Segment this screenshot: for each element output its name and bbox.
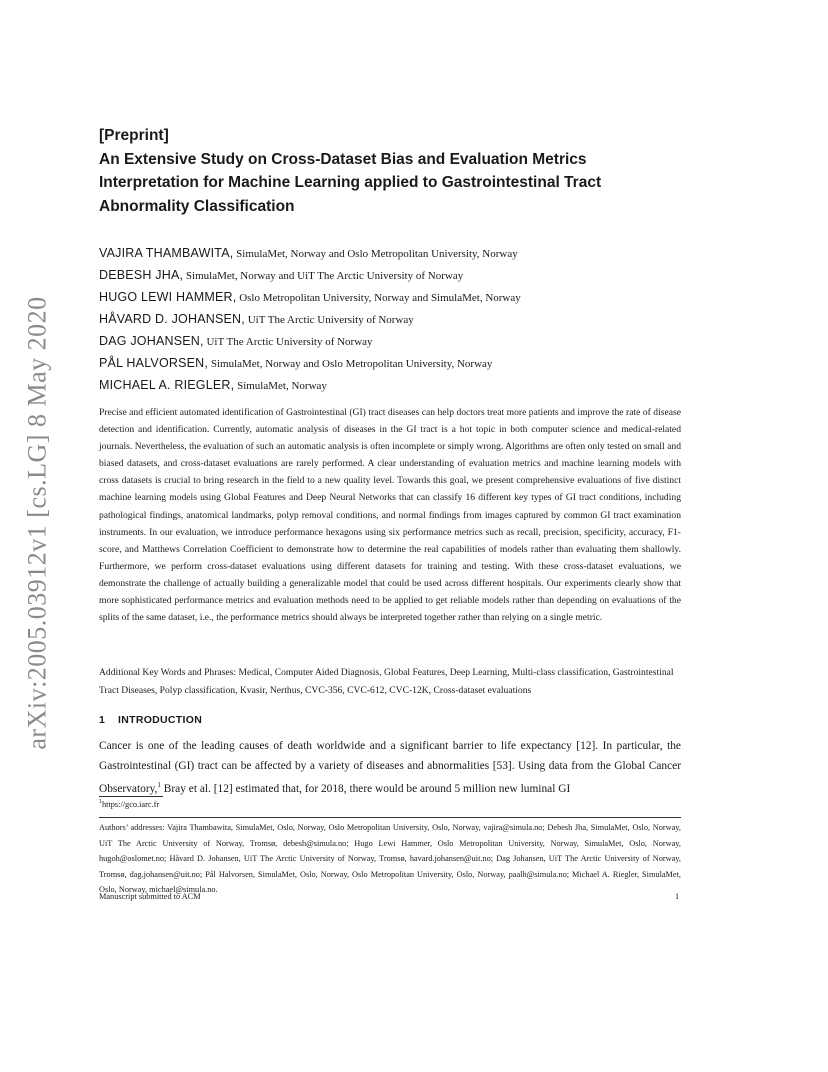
author-affiliation: SimulaMet, Norway [234,380,327,392]
author-name: PÅL HALVORSEN, [99,356,209,370]
footnote-link[interactable]: https://gco.iarc.fr [102,799,160,809]
intro-text: Bray et al. [12] estimated that, for 2018, there would be around 5 million new luminal GI [160,782,571,795]
footnote-marker: 1 [157,781,161,789]
author-name: HUGO LEWI HAMMER, [99,290,237,304]
author-addresses: Authors’ addresses: Vajira Thambawita, SimulaMet, Oslo, Norway, Oslo Metropolitan University, Oslo, Norway, vajira@simula.no; Debesh Jha, SimulaMet, Oslo, Norway, UiT The Arctic University of Norway, Tromsø, debesh@simula.no; Hugo Lewi Hammer, Oslo Metropolitan University, Norway, SimulaMet, Oslo, Norway, hugoh@oslomet.no; Håvard D. Johansen, UiT The Arctic University of Norway, Tromsø, havard.johansen@uit.no; Dag Johansen, UiT The Arctic University of Norway, Tromsø, dag.johansen@uit.no; Pål Halvorsen, SimulaMet, Oslo, Norway, Oslo Metropolitan University, Oslo, Norway, paalh@simula.no; Michael A. Riegler, SimulaMet, Oslo, Norway, michael@simula.no. [99,823,681,894]
author-name: DEBESH JHA, [99,268,184,282]
author-name: VAJIRA THAMBAWITA, [99,246,234,260]
title-line: An Extensive Study on Cross-Dataset Bias and Evaluation Metrics [99,150,587,168]
author-affiliation: SimulaMet, Norway and Oslo Metropolitan University, Norway [233,248,518,260]
author-entry [99,264,699,286]
title-line: [Preprint] [99,127,169,144]
abstract: Precise and efficient automated identification of Gastrointestinal (GI) tract diseases can help doctors treat more patients and improve the rate of disease detection and identification. Currently, automatic analysis of diseases in the GI tract is a hot topic in both computer science and medical-related journals. Nevertheless, the evaluation of such an automatic analysis is often incomplete or simply wrong. Algorithms are often only tested on small and biased datasets, and cross-dataset evaluations are rarely performed. A clear understanding of evaluation metrics and machine learning models with cross datasets is crucial to bring research in the field to a new quality level. Towards this goal, we present comprehensive evaluations of five distinct machine learning models using Global Features and Deep Neural Networks that can classify 16 different key types of GI tract conditions, including pathological findings, anatomical landmarks, polyp removal conditions, and normal findings from images captured by common GI tract examination instruments. In our evaluation, we introduce performance hexagons using six performance metrics such as recall, precision, specificity, accuracy, F1-score, and Matthews Correlation Coefficient to demonstrate how to determine the real capabilities of models rather than evaluating them shallowly. Furthermore, we perform cross-dataset evaluations using different datasets for training and testing. With these cross-dataset evaluations, we demonstrate the challenge of actually building a generalizable model that could be used across different hospitals. Our experiments clearly show that more sophisticated performance metrics and evaluation methods need to be applied to get reliable models rather than depending on evaluations of the splits of the same dataset, i.e., the performance metrics should always be interpreted together rather than relying on a single metric. [99,407,681,624]
author-entry [99,352,699,374]
manuscript-note: Manuscript submitted to ACM [99,892,201,901]
section-title: INTRODUCTION [118,714,203,726]
author-affiliation: SimulaMet, Norway and Oslo Metropolitan University, Norway [208,358,493,370]
title-line: Interpretation for Machine Learning applied to Gastrointestinal Tract [99,174,602,191]
footnote-divider [99,796,163,797]
author-list [99,242,699,396]
page-number: 1 [675,892,680,901]
author-entry [99,242,699,264]
footnote-number: 1 [99,799,102,805]
author-entry [99,330,699,352]
title-line: Abnormality Classification [99,197,295,215]
addresses-divider [99,817,681,818]
arxiv-id: arXiv:2005.03912v1 [cs.LG] 8 May 2020 [23,296,52,750]
section-heading [99,714,202,726]
author-name: HÅVARD D. JOHANSEN, [99,312,245,326]
author-affiliation: SimulaMet, Norway and UiT The Arctic University of Norway [183,270,464,282]
paper-title [99,124,699,218]
author-affiliation: Oslo Metropolitan University, Norway and SimulaMet, Norway [236,292,521,304]
intro-text: Cancer is one of the leading causes of death worldwide and a significant barrier to life expectancy [12]. In particular, the Gastrointestinal (GI) tract can be affected by a variety of diseases and abnormalities [53]. Using data from the Global Cancer Observatory, [99,740,681,795]
author-affiliation: UiT The Arctic University of Norway [244,314,414,326]
arxiv-sidebar-stamp [18,288,58,758]
author-entry [99,374,699,396]
keywords: Additional Key Words and Phrases: Medical, Computer Aided Diagnosis, Global Features, Deep Learning, Multi-class classification, Gastrointestinal Tract Diseases, Polyp classification, Kvasir, Nerthus, CVC-356, CVC-612, CVC-12K, Cross-dataset evaluations [99,667,674,696]
author-name: MICHAEL A. RIEGLER, [99,378,235,392]
author-entry [99,308,699,330]
author-entry [99,286,699,308]
author-affiliation: UiT The Arctic University of Norway [203,336,373,348]
section-number: 1 [99,714,106,726]
introduction-paragraph [99,737,681,799]
footnote [99,799,159,809]
author-name: DAG JOHANSEN, [99,334,204,348]
